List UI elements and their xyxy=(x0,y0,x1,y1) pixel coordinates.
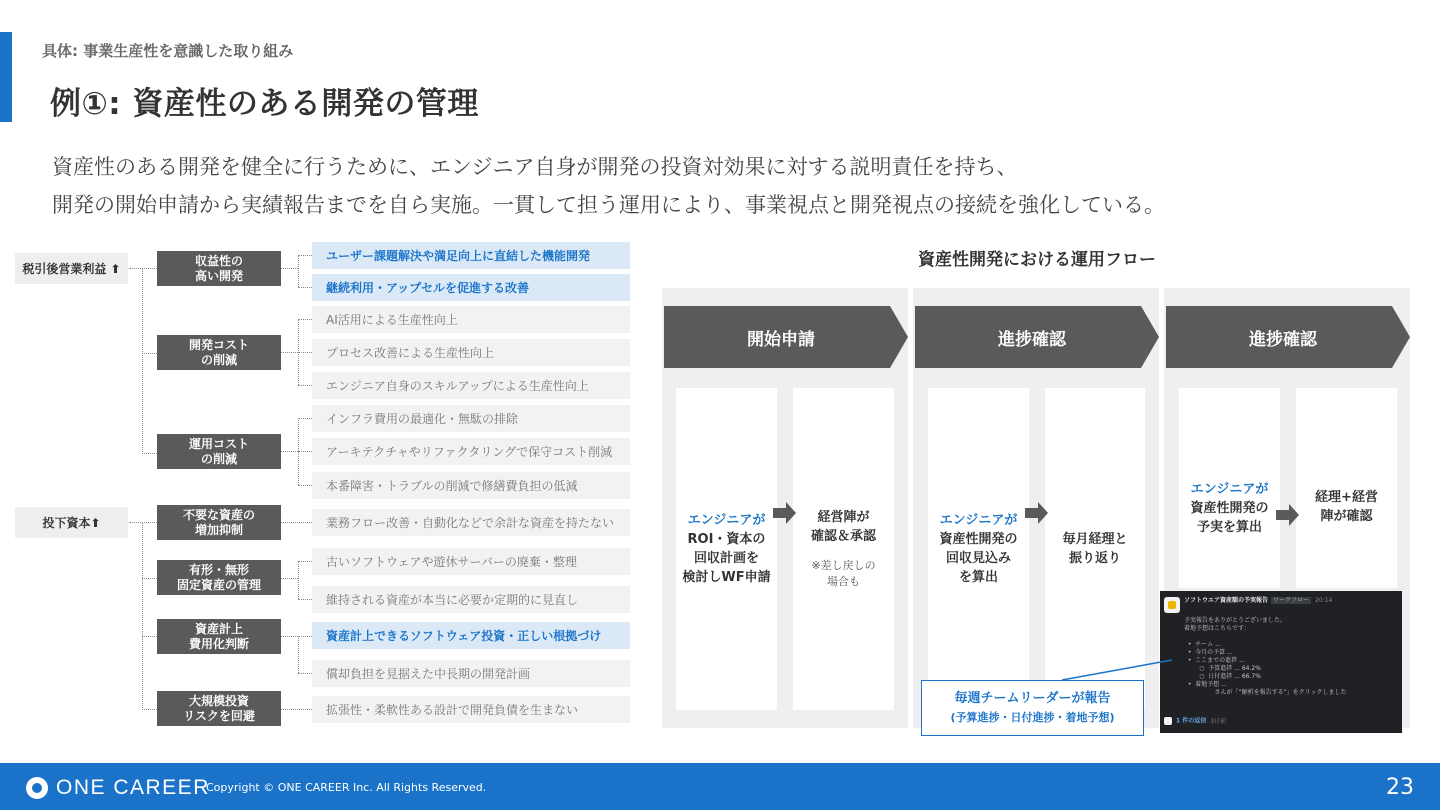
card-text: 経理+経営 陣が確認 xyxy=(1315,490,1378,524)
connector xyxy=(281,522,312,523)
stage-card-approver xyxy=(1296,388,1397,588)
connector xyxy=(281,578,298,579)
connector xyxy=(142,268,143,454)
stage-card-engineer xyxy=(928,388,1029,710)
connector xyxy=(298,385,312,386)
chat-tag: ワークフロー xyxy=(1273,597,1310,604)
tree-leaf: エンジニア自身のスキルアップによる生産性向上 xyxy=(312,372,630,399)
stage-card-engineer xyxy=(1179,388,1280,588)
footer xyxy=(0,763,1440,810)
lead-line: 資産性のある開発を健全に行うために、エンジニア自身が開発の投資対効果に対する説明責任を持ち、 xyxy=(52,155,1018,179)
tree-leaf: 継続利用・アップセルを促進する改善 xyxy=(312,274,630,301)
connector xyxy=(298,673,312,674)
connector xyxy=(142,522,143,710)
connector xyxy=(298,599,312,600)
brand-name: ONE CAREER xyxy=(56,776,210,799)
bot-avatar-icon xyxy=(1164,597,1180,613)
card-text: 資産性開発の 予実を算出 xyxy=(1190,501,1269,535)
connector xyxy=(129,522,157,523)
slide-title: 例①: 資産性のある開発の管理 xyxy=(50,86,479,122)
chat-body: 予実報告をありがとうございました。 着地予想はこちらです： • チーム ... • 今月の予算 ... • ここまでの進捗 ... ○ 予算進捗 ... 64.2% ○ 日付進捗 ... 66.7% • 着地予想 ... さんが「“解析を報告する”」をクリックしました xyxy=(1184,617,1347,696)
tree-node-large-investment-risk: 大規模投資 リスクを回避 xyxy=(157,691,281,726)
connector xyxy=(142,353,157,354)
tree-node-dev-cost: 開発コスト の削減 xyxy=(157,335,281,370)
arrow-right-icon xyxy=(773,501,797,525)
tree-node-capitalization: 資産計上 費用化判断 xyxy=(157,619,281,654)
card-actor: エンジニアが xyxy=(1190,482,1269,497)
tree-leaf: AI活用による生産性向上 xyxy=(312,306,630,333)
connector xyxy=(298,485,312,486)
tree-leaf: 資産計上できるソフトウェア投資・正しい根拠づけ xyxy=(312,622,630,649)
connector xyxy=(298,418,312,419)
connector xyxy=(281,451,298,452)
flow-title: 資産性開発における運用フロー xyxy=(918,250,1156,270)
connector xyxy=(281,636,312,637)
section-label: 具体: 事業生産性を意識した取り組み xyxy=(42,42,294,60)
connector xyxy=(129,268,157,269)
arrow-right-icon xyxy=(1276,503,1300,527)
tree-leaf: プロセス改善による生産性向上 xyxy=(312,339,630,366)
connector xyxy=(281,709,312,710)
page-number: 23 xyxy=(1386,775,1414,800)
chat-title: ソフトウエア資産額の予実報告 xyxy=(1184,597,1269,604)
card-text: ROI・資本の 回収計画を 検討しWF申請 xyxy=(682,532,771,585)
card-text: 資産性開発の 回収見込み を算出 xyxy=(939,532,1018,585)
tree-leaf: 拡張性・柔軟性ある設計で開発負債を生まない xyxy=(312,696,630,723)
value-driver-tree xyxy=(0,0,650,740)
connector xyxy=(281,268,298,269)
chat-header xyxy=(1184,597,1332,605)
connector xyxy=(298,255,312,256)
stage-card-engineer xyxy=(676,388,777,710)
brand-mark-icon xyxy=(26,777,48,799)
thread-time: 3日前 xyxy=(1210,717,1227,725)
callout-weekly-report xyxy=(921,680,1144,736)
tree-leaf: ユーザー課題解決や満足向上に直結した機能開発 xyxy=(312,242,630,269)
card-text: 毎月経理と 振り返り xyxy=(1062,532,1128,566)
stage-label: 進捗確認 xyxy=(998,329,1066,350)
chat-time: 20:14 xyxy=(1315,597,1333,604)
connector xyxy=(281,352,298,353)
arrow-right-icon xyxy=(1025,501,1049,525)
tree-node-fixed-asset-mgmt: 有形・無形 固定資産の管理 xyxy=(157,560,281,595)
lead-line: 開発の開始申請から実績報告までを自ら実施。一貫して担う運用により、事業視点と開発視点の接続を強化している。 xyxy=(52,193,1165,217)
callout-sub: (予算進捗・日付進捗・着地予想) xyxy=(950,711,1115,724)
stage-card-approver xyxy=(1045,388,1145,710)
tree-leaf: インフラ費用の最適化・無駄の排除 xyxy=(312,405,630,432)
tree-leaf: 償却負担を見据えた中長期の開発計画 xyxy=(312,660,630,687)
connector xyxy=(298,255,299,287)
tree-leaf: 本番障害・トラブルの削減で修繕費負担の低減 xyxy=(312,472,630,499)
copyright: Copyright © ONE CAREER Inc. All Rights Reserved. xyxy=(206,781,487,794)
tree-node-profitable-dev: 収益性の 高い開発 xyxy=(157,251,281,286)
stage-label: 進捗確認 xyxy=(1249,329,1317,350)
connector xyxy=(142,636,157,637)
tree-node-asset-suppression: 不要な資産の 増加抑制 xyxy=(157,505,281,540)
tree-leaf: 古いソフトウェアや遊休サーバーの廃棄・整理 xyxy=(312,548,630,575)
thread-avatar-icon xyxy=(1164,717,1172,725)
card-actor: エンジニアが xyxy=(687,513,766,528)
connector xyxy=(298,352,312,353)
brand-logo xyxy=(26,776,210,800)
chat-footer xyxy=(1164,717,1226,726)
tree-node-ops-cost: 運用コスト の削減 xyxy=(157,434,281,469)
connector xyxy=(298,319,312,320)
tree-leaf: 業務フロー改善・自動化などで余計な資産を持たない xyxy=(312,509,630,536)
connector xyxy=(142,709,157,710)
card-note: ※差し戻しの 場合も xyxy=(811,559,876,588)
connector xyxy=(142,578,157,579)
connector xyxy=(298,287,312,288)
tree-root-nopat: 税引後営業利益 ⬆︎ xyxy=(15,253,128,284)
connector xyxy=(142,453,157,454)
stage-card-approver xyxy=(793,388,894,710)
tree-leaf: 維持される資産が本当に必要か定期的に見直し xyxy=(312,586,630,613)
tree-leaf: アーキテクチャやリファクタリングで保守コスト削減 xyxy=(312,438,630,465)
stage-label: 開始申請 xyxy=(747,329,815,350)
callout-main: 毎週チームリーダーが報告 xyxy=(954,691,1111,706)
card-text: 経営陣が 確認＆承認 xyxy=(810,510,876,544)
connector xyxy=(298,561,299,599)
connector xyxy=(298,561,312,562)
connector xyxy=(298,636,299,673)
thread-link[interactable]: 1 件の返信 xyxy=(1176,717,1207,725)
chat-screenshot xyxy=(1160,591,1402,733)
tree-root-invested-capital: 投下資本⬆︎ xyxy=(15,507,128,538)
connector xyxy=(298,451,312,452)
card-actor: エンジニアが xyxy=(939,513,1018,528)
